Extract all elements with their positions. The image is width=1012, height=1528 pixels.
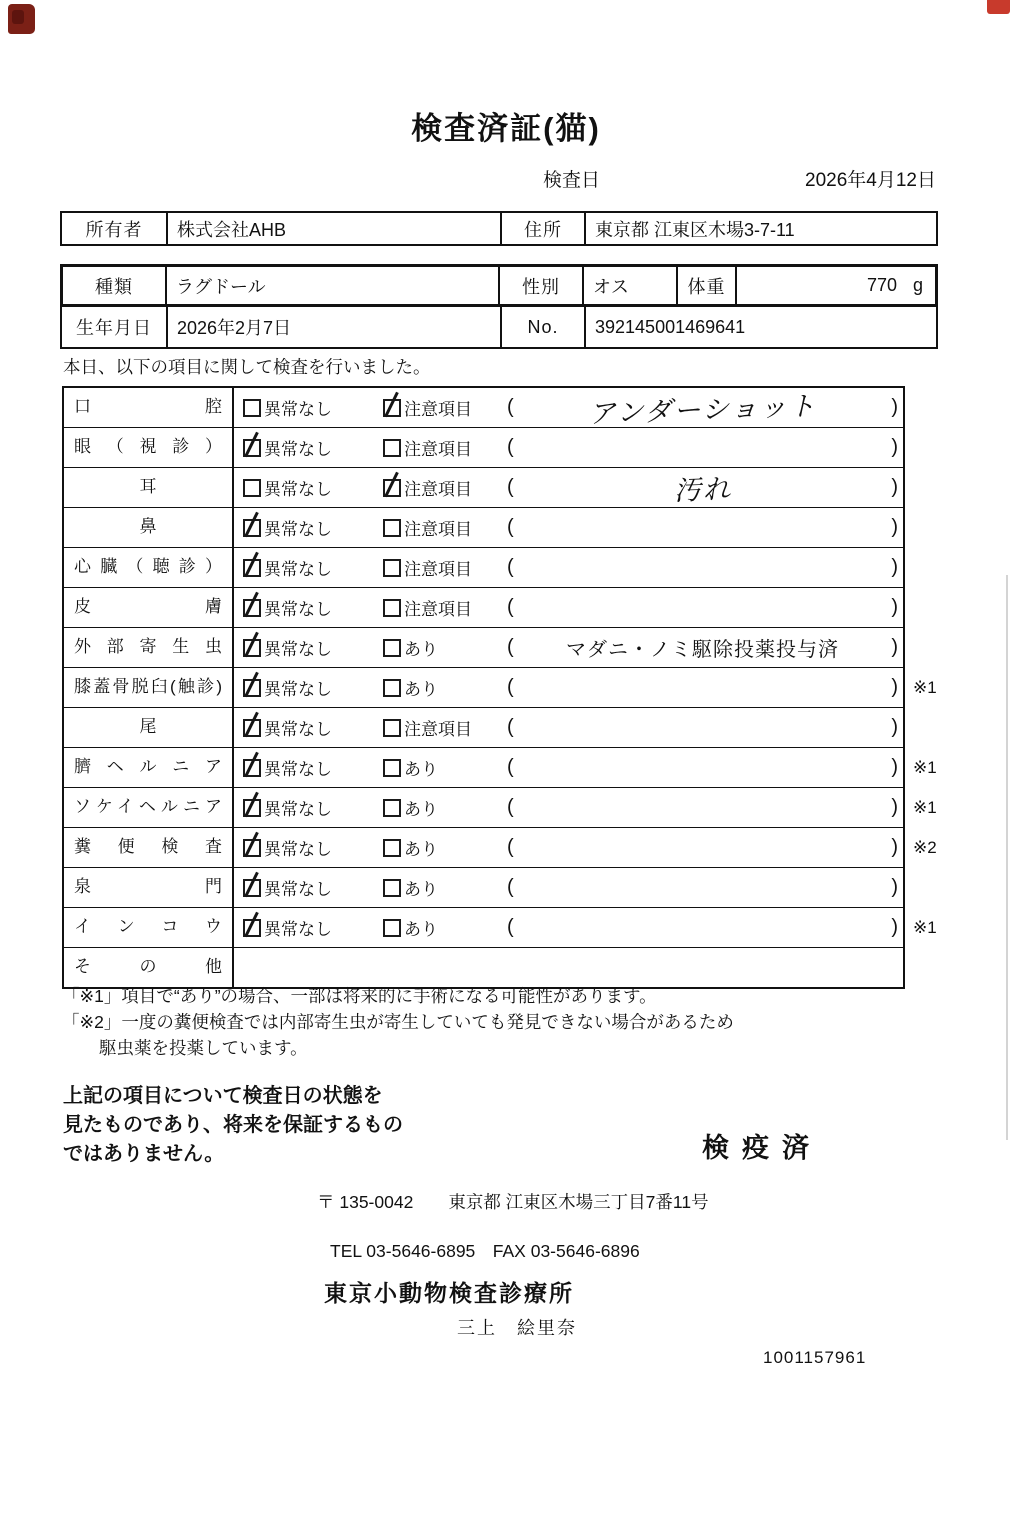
exam-row: [64, 908, 937, 948]
exam-option1-cell: [234, 868, 374, 907]
inspection-date-label: 検査日: [543, 170, 601, 191]
examination-table: [62, 386, 937, 989]
exam-option2-cell: [374, 828, 502, 867]
paren-open-icon: (: [507, 516, 514, 538]
paren-close-icon: ): [891, 836, 898, 858]
address-label: 住所: [500, 213, 584, 244]
exam-option2-cell: [374, 668, 502, 707]
exam-option2-cell: [374, 388, 502, 427]
clinic-address: 〒 135-0042 東京都 江東区木場三丁目7番11号: [317, 1192, 709, 1212]
exam-item-label: 泉門: [64, 868, 234, 907]
paren-open-icon: (: [507, 796, 514, 818]
exam-item-label: 臍ヘルニア: [64, 748, 234, 787]
exam-row-other: [64, 948, 903, 987]
paren-open-icon: (: [507, 756, 514, 778]
checkbox-attention: [383, 839, 401, 857]
examiner-name: 三上 絵里奈: [457, 1318, 577, 1338]
exam-item-label: その他: [64, 948, 234, 987]
checkbox-no-abnormality-label: 異常なし: [264, 880, 332, 899]
checkbox-attention-label: 注意項目: [404, 560, 472, 579]
paren-close-icon: ): [891, 556, 898, 578]
checkbox-no-abnormality: [243, 679, 261, 697]
checkbox-attention: [383, 639, 401, 657]
exam-remarks-cell: [502, 788, 903, 827]
exam-row: [64, 748, 937, 788]
disclaimer-line-2: 見たものであり、将来を保証するもの: [63, 1114, 403, 1136]
weight-label: 体重: [676, 267, 735, 304]
footnote-ref: ※1: [913, 917, 937, 937]
checkbox-attention-label: 注意項目: [404, 600, 472, 619]
checkbox-attention: [383, 519, 401, 537]
paren-close-icon: ): [891, 396, 898, 418]
exam-option1-cell: [234, 628, 374, 667]
exam-option1-cell: [234, 508, 374, 547]
exam-remark-text: 汚れ: [673, 473, 733, 508]
checkbox-attention-label: 注意項目: [404, 720, 472, 739]
footnote-ref: ※1: [913, 797, 937, 817]
exam-option1-cell: [234, 788, 374, 827]
exam-option1-cell: [234, 388, 374, 427]
scan-artifact-top-right: [987, 0, 1010, 14]
paren-close-icon: ): [891, 796, 898, 818]
checkbox-attention: [383, 559, 401, 577]
checkbox-attention: [383, 719, 401, 737]
exam-item-label: インコウ: [64, 908, 234, 947]
birthdate-label: 生年月日: [76, 318, 152, 338]
exam-remarks-cell: [502, 708, 903, 747]
exam-remarks-cell: [502, 468, 903, 507]
paren-open-icon: (: [507, 836, 514, 858]
paren-close-icon: ): [891, 716, 898, 738]
sex-label: 性別: [498, 267, 582, 304]
checkbox-attention: [383, 799, 401, 817]
checkbox-no-abnormality: [243, 519, 261, 537]
exam-remarks-cell: [502, 588, 903, 627]
exam-item-label: 皮膚: [64, 588, 234, 627]
disclaimer-line-3: ではありません。: [63, 1143, 225, 1165]
inspection-date-row: [543, 165, 936, 192]
checkbox-no-abnormality-label: 異常なし: [264, 520, 332, 539]
checkbox-no-abnormality-label: 異常なし: [264, 680, 332, 699]
exam-row: [64, 548, 903, 588]
checkbox-attention: [383, 919, 401, 937]
clinic-tel-fax: TEL 03-5646-6895 FAX 03-5646-6896: [330, 1241, 640, 1261]
weight-unit: g: [912, 275, 923, 295]
inspection-date-value: 2026年4月12日: [805, 170, 936, 191]
checkbox-attention-label: 注意項目: [404, 440, 472, 459]
footnote-ref: ※1: [913, 677, 937, 697]
checkbox-attention: [383, 679, 401, 697]
exam-option2-cell: [374, 788, 502, 827]
exam-item-label: 外部寄生虫: [64, 628, 234, 667]
checkbox-no-abnormality-label: 異常なし: [264, 560, 332, 579]
exam-item-label: ソケイヘルニア: [64, 788, 234, 827]
exam-remark-text: アンダーショット: [587, 391, 818, 430]
exam-option1-cell: [234, 748, 374, 787]
quarantine-passed-stamp: 検疫済: [702, 1133, 822, 1163]
exam-row: [64, 788, 937, 828]
exam-option2-cell: [374, 468, 502, 507]
checkbox-no-abnormality-label: 異常なし: [264, 400, 332, 419]
footnote-ref: ※1: [913, 757, 937, 777]
checkbox-no-abnormality: [243, 399, 261, 417]
paren-close-icon: ): [891, 516, 898, 538]
exam-item-label: 耳: [64, 468, 234, 507]
paren-close-icon: ): [891, 916, 898, 938]
checkbox-no-abnormality: [243, 919, 261, 937]
paren-close-icon: ): [891, 676, 898, 698]
exam-option1-cell: [234, 428, 374, 467]
paren-close-icon: ): [891, 596, 898, 618]
exam-option2-cell: [374, 548, 502, 587]
paren-open-icon: (: [507, 636, 514, 658]
pet-info-row-1: [60, 264, 938, 307]
exam-remarks-cell: [502, 908, 903, 947]
checkbox-no-abnormality: [243, 439, 261, 457]
paren-open-icon: (: [507, 436, 514, 458]
paren-close-icon: ): [891, 876, 898, 898]
checkbox-attention-label: 注意項目: [404, 400, 472, 419]
exam-remarks-cell: [502, 428, 903, 467]
exam-item-label: 眼（視診）: [64, 428, 234, 467]
paren-close-icon: ): [891, 436, 898, 458]
serial-number: 1001157961: [763, 1348, 867, 1367]
exam-item-label: 心臓（聴診）: [64, 548, 234, 587]
footnotes: [62, 983, 734, 1061]
footnote-3: 駆虫薬を投薬しています。: [99, 1038, 308, 1058]
paren-open-icon: (: [507, 916, 514, 938]
exam-row: [64, 628, 903, 668]
exam-remarks-cell: [502, 668, 903, 707]
checkbox-attention-label: あり: [404, 680, 438, 699]
exam-other-empty-cell: [234, 948, 903, 987]
exam-remarks-cell: [502, 388, 903, 430]
checkbox-attention: [383, 399, 401, 417]
document-title: 検査済証(猫): [411, 111, 601, 146]
paren-open-icon: (: [507, 556, 514, 578]
weight-value: 770: [866, 275, 897, 295]
exam-row: [64, 868, 903, 908]
breed-label: 種類: [95, 276, 133, 297]
sex-value: オス: [582, 267, 676, 304]
exam-option1-cell: [234, 828, 374, 867]
exam-option1-cell: [234, 668, 374, 707]
paren-open-icon: (: [507, 676, 514, 698]
exam-remarks-cell: [502, 828, 903, 867]
pet-info-row-2: [60, 307, 938, 349]
id-number-value: 392145001469641: [584, 307, 936, 347]
exam-option2-cell: [374, 588, 502, 627]
checkbox-no-abnormality: [243, 479, 261, 497]
checkbox-attention: [383, 439, 401, 457]
exam-option1-cell: [234, 708, 374, 747]
checkbox-no-abnormality-label: 異常なし: [264, 440, 332, 459]
exam-option1-cell: [234, 908, 374, 947]
exam-row: [64, 828, 937, 868]
exam-remarks-cell: [502, 748, 903, 787]
weight-value-cell: [735, 267, 935, 304]
breed-value: ラグドール: [165, 267, 498, 304]
checkbox-attention-label: あり: [404, 760, 438, 779]
clinic-name: 東京小動物検査診療所: [324, 1280, 574, 1306]
checkbox-no-abnormality: [243, 799, 261, 817]
exam-remark-text: マダニ・ノミ駆除投薬投与済: [566, 639, 839, 661]
scan-artifact-top-left: [8, 4, 35, 34]
checkbox-no-abnormality: [243, 879, 261, 897]
exam-item-label: 糞便検査: [64, 828, 234, 867]
paren-open-icon: (: [507, 596, 514, 618]
checkbox-attention-label: あり: [404, 920, 438, 939]
checkbox-attention-label: 注意項目: [404, 480, 472, 499]
checkbox-no-abnormality: [243, 639, 261, 657]
checkbox-no-abnormality-label: 異常なし: [264, 600, 332, 619]
exam-remarks-cell: [502, 868, 903, 907]
checkbox-no-abnormality-label: 異常なし: [264, 720, 332, 739]
checkbox-attention-label: 注意項目: [404, 520, 472, 539]
exam-item-label: 膝蓋骨脱臼(触診): [64, 668, 234, 707]
checkbox-no-abnormality: [243, 839, 261, 857]
checkbox-no-abnormality: [243, 559, 261, 577]
exam-option1-cell: [234, 548, 374, 587]
exam-option2-cell: [374, 708, 502, 747]
checkbox-no-abnormality-label: 異常なし: [264, 920, 332, 939]
paren-open-icon: (: [507, 396, 514, 418]
exam-row: [64, 588, 903, 628]
exam-row: [64, 468, 903, 508]
owner-label: 所有者: [85, 219, 143, 240]
paren-open-icon: (: [507, 716, 514, 738]
checkbox-no-abnormality: [243, 759, 261, 777]
disclaimer-text: [63, 1082, 403, 1169]
owner-table: [60, 211, 938, 246]
exam-row: [64, 428, 903, 468]
checkbox-attention-label: あり: [404, 640, 438, 659]
id-number-label: No.: [500, 307, 584, 347]
footnote-2: 「※2」一度の糞便検査では内部寄生虫が寄生していても発見できない場合があるため: [62, 1012, 734, 1032]
exam-remarks-cell: [502, 508, 903, 547]
footnote-ref: ※2: [913, 837, 937, 857]
checkbox-attention-label: あり: [404, 880, 438, 899]
intro-text: 本日、以下の項目に関して検査を行いました。: [63, 357, 431, 377]
scan-artifact-right-edge: [1006, 575, 1008, 1140]
exam-row: [64, 668, 937, 708]
exam-option2-cell: [374, 508, 502, 547]
owner-value: 株式会社AHB: [166, 213, 500, 244]
paren-close-icon: ): [891, 476, 898, 498]
checkbox-no-abnormality-label: 異常なし: [264, 760, 332, 779]
exam-row: [64, 708, 903, 748]
exam-item-label: 口腔: [64, 388, 234, 427]
checkbox-attention: [383, 479, 401, 497]
paren-open-icon: (: [507, 476, 514, 498]
exam-option2-cell: [374, 428, 502, 467]
exam-option2-cell: [374, 748, 502, 787]
disclaimer-line-1: 上記の項目について検査日の状態を: [63, 1085, 383, 1107]
exam-option2-cell: [374, 868, 502, 907]
examination-rows: [64, 388, 937, 948]
exam-option2-cell: [374, 908, 502, 947]
checkbox-attention: [383, 759, 401, 777]
exam-option2-cell: [374, 628, 502, 667]
checkbox-attention-label: あり: [404, 840, 438, 859]
paren-open-icon: (: [507, 876, 514, 898]
paren-close-icon: ): [891, 636, 898, 658]
exam-row: [64, 508, 903, 548]
checkbox-attention: [383, 599, 401, 617]
exam-option1-cell: [234, 468, 374, 507]
checkbox-attention: [383, 879, 401, 897]
checkbox-no-abnormality: [243, 599, 261, 617]
footnote-1: 「※1」項目で“あり”の場合、一部は将来的に手術になる可能性があります。: [62, 986, 657, 1006]
exam-remarks-cell: [502, 548, 903, 587]
exam-option1-cell: [234, 588, 374, 627]
birthdate-value: 2026年2月7日: [166, 307, 500, 347]
checkbox-no-abnormality-label: 異常なし: [264, 840, 332, 859]
paren-close-icon: ): [891, 756, 898, 778]
checkbox-attention-label: あり: [404, 800, 438, 819]
checkbox-no-abnormality-label: 異常なし: [264, 800, 332, 819]
exam-item-label: 尾: [64, 708, 234, 747]
exam-item-label: 鼻: [64, 508, 234, 547]
address-value: 東京都 江東区木場3-7-11: [584, 213, 936, 244]
exam-row: [64, 388, 903, 428]
checkbox-no-abnormality-label: 異常なし: [264, 480, 332, 499]
exam-remarks-cell: [502, 628, 903, 667]
checkbox-no-abnormality: [243, 719, 261, 737]
checkbox-no-abnormality-label: 異常なし: [264, 640, 332, 659]
